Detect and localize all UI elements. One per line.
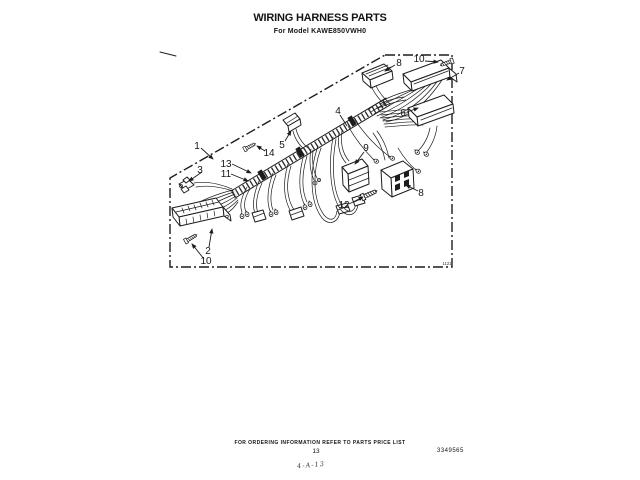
callout-3: 3 [197,165,203,176]
callout-10-bottom: 10 [200,256,212,267]
connector-part7 [403,60,457,91]
plate-code: 1121 [442,261,452,266]
callout-10-top: 10 [413,54,425,65]
terminal-block-part2 [172,198,231,226]
ordering-note: FOR ORDERING INFORMATION REFER TO PARTS PRICE LIST [234,440,406,446]
connector-part5 [283,113,308,150]
callout-12: 12 [338,200,350,211]
connector-part8-right [373,131,414,197]
connector-part6 [408,95,454,126]
callout-13: 13 [220,159,232,170]
callout-8-top: 8 [396,58,402,69]
page-title: WIRING HARNESS PARTS [253,12,387,24]
screw-part10-bottom [183,232,198,244]
catalog-number: 3349565 [437,448,464,454]
page-number: 13 [312,448,320,455]
callout-7: 7 [459,66,465,77]
callout-11: 11 [220,169,232,180]
callout-8-right: 8 [418,188,424,199]
handwritten-mark: 4-A-13 [296,459,326,471]
callout-2: 2 [205,246,211,257]
callout-9: 9 [363,143,369,154]
callout-14: 14 [263,148,275,159]
model-subtitle: For Model KAWE850VWH0 [273,28,367,35]
screw-part12 [360,187,379,200]
callout-1: 1 [194,141,200,152]
connector-part9 [338,131,369,192]
callout-4: 4 [335,106,341,117]
connector-part8-top [362,64,393,106]
callout-5: 5 [279,140,285,151]
callout-6: 6 [400,108,406,119]
screw-part14 [243,141,257,152]
